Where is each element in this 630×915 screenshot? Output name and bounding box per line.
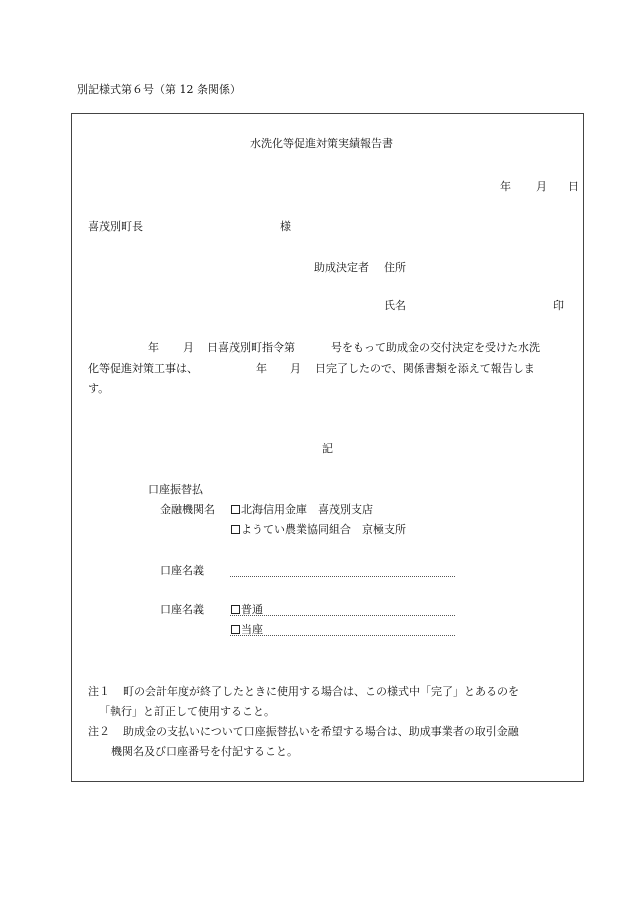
body-l2-text: 化等促進対策工事は、 [88,362,198,375]
addressee-honorific: 様 [280,220,291,233]
body-l2-month: 月 [290,362,301,375]
body-l1-month: 月 [183,341,194,354]
body-l1-year: 年 [148,341,159,354]
account-name-label: 口座名義 [160,564,204,577]
date-day: 日 [568,180,579,193]
note-1-line1: 町の会計年度が終了したときに使用する場合は、この様式中「完了」とあるのを [123,685,519,698]
account-type-label: 口座名義 [160,603,204,616]
note-2-line2: 機関名及び口座番号を付記すること。 [111,745,298,758]
account-name-field[interactable] [230,576,455,577]
bank-label: 金融機関名 [160,503,215,516]
applicant-name-label: 氏名 [384,299,406,312]
checkbox-icon[interactable] [231,505,240,514]
date-year: 年 [500,180,511,193]
checkbox-icon[interactable] [231,605,240,614]
body-l2-text2: 日完了したので、関係書類を添えて報告しま [315,362,535,375]
note-2-label: 注２ [88,725,110,738]
body-l2-year: 年 [256,362,267,375]
account-type-touza-line [230,635,455,636]
addressee-name: 喜茂別町長 [88,220,143,233]
document-title: 水洗化等促進対策実績報告書 [250,137,393,150]
account-heading: 口座振替払 [148,483,203,496]
seal-mark: 印 [553,299,564,312]
date-month: 月 [536,180,547,193]
note-2-line1: 助成金の支払いについて口座振替払いを希望する場合は、助成事業者の取引金融 [123,725,519,738]
ki-heading: 記 [322,442,333,455]
account-type-option-label: 当座 [241,623,263,636]
account-type-futsuu-line [230,615,455,616]
bank-option-hokkai[interactable] [231,503,373,517]
note-1-line2: 「執行」と訂正して使用すること。 [99,705,275,718]
applicant-role: 助成決定者 [314,261,369,274]
checkbox-icon[interactable] [231,625,240,634]
body-l3-text: す。 [88,382,110,395]
account-type-option-label: 普通 [241,603,263,616]
note-1-label: 注１ [88,685,110,698]
bank-option-youtei[interactable] [231,523,406,537]
bank-option-label: ようてい農業協同組合 京極支所 [241,523,406,536]
body-l1-text: 日喜茂別町指令第 [207,341,295,354]
checkbox-icon[interactable] [231,525,240,534]
body-l1-text2: 号をもって助成金の交付決定を受けた水洗 [331,341,540,354]
bank-option-label: 北海信用金庫 喜茂別支店 [241,503,373,516]
form-label: 別記様式第６号（第 12 条関係） [77,83,241,96]
applicant-address-label: 住所 [384,261,406,274]
